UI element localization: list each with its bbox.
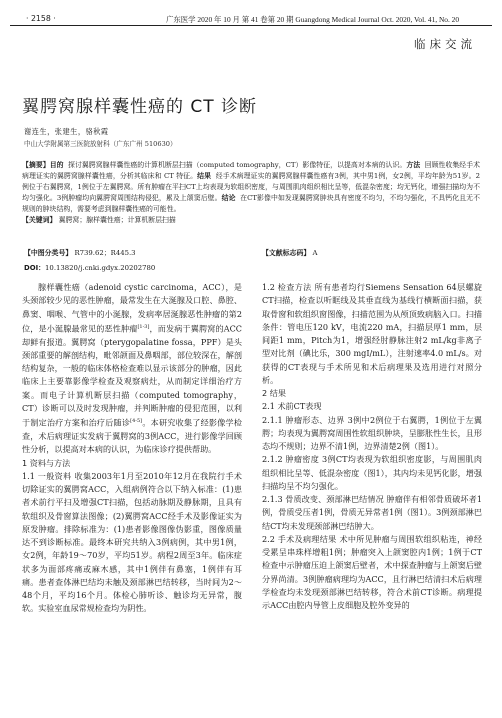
result-text: 经手术病理证实的翼腭窝腺样囊性癌有3例，其中男1例，女2例，平均年龄为51岁。2例位于右翼腭窝，1例位于左翼腭窝。所有肿瘤在平扫CT上均表现为软组织密度，与周围肌肉组织相比呈等，低混杂密度；均无钙化，增强扫描均为不均匀强化。3例肿瘤均向翼腭窝周围结构侵犯，累及上颌窦后壁。 xyxy=(22,172,480,203)
doi-label: DOI： xyxy=(24,264,46,272)
abstract xyxy=(22,160,480,227)
keywords-text: 翼腭窝；腺样囊性癌；计算机断层扫描 xyxy=(58,216,176,225)
objective-text: 探讨翼腭窝腺样囊性癌的计算机断层扫描（computed tomography，CT）影像特征，以提高对本病的认识。 xyxy=(68,161,407,169)
citation-2: [4-5] xyxy=(130,418,143,425)
header-rule xyxy=(10,25,492,26)
intro-paragraph xyxy=(22,281,242,457)
section-2-1-3: 2.1.3 骨质改变、颈部淋巴结情况 肿瘤伴有相邻骨质破坏者1例，骨质受压者1例，骨质无异常者1例（图1）。3例颈部淋巴结CT均未发现颈部淋巴结肿大。 xyxy=(262,494,482,531)
article-title: 翼腭窝腺样囊性癌的 CT 诊断 xyxy=(22,97,258,117)
section-1-title: 1 资料与方法 xyxy=(22,457,71,468)
authors: 谢连生，张建生，骆秋霞 xyxy=(24,127,109,136)
column-tag: 临床交流 xyxy=(414,37,476,51)
section-2-title: 2 结果 xyxy=(262,388,286,398)
citation: [1-3] xyxy=(137,323,150,330)
doc-code-label: 【文献标志码】 xyxy=(262,249,311,257)
intro-text-3: 。本研究收集了经影像学检查，术后病理证实发病于翼腭窝的3例ACC，进行影像学回顾性分析，以提高对本病的认识，为临床诊疗提供帮助。 xyxy=(22,417,242,455)
keywords-label: 【关键词】 xyxy=(22,216,57,225)
section-2-1-2: 2.1.2 肿瘤密度 3例CT均表现为软组织密度影，与周围肌肉组织相比呈等、低混杂密度（图1），其内均未见钙化影，增强扫描均呈不均匀强化。 xyxy=(262,454,482,491)
affiliation: 中山大学附属第三医院放射科（广东广州 510630） xyxy=(24,140,177,148)
clc-label: 【中图分类号】 xyxy=(24,249,73,257)
page-number: · 2158 · xyxy=(26,14,56,23)
doi-line xyxy=(24,262,155,272)
doc-code-text: A xyxy=(312,249,318,257)
right-column xyxy=(262,281,482,612)
left-column xyxy=(22,281,242,616)
abstract-label: 【摘要】 xyxy=(22,161,50,169)
method-text: 回顾性收集经手术病理证实的翼腭窝腺样囊性癌，分析其临床和 CT 特征。 xyxy=(22,161,481,181)
section-2-1-1: 2.1.1 肿瘤形态、边界 3例中2例位于右翼腭，1例位于左翼腭；均表现为翼腭窝周围性软组织肿块，呈膨胀性生长，且形态均不规则；边界不清1例，边界清楚2例（图1）。 xyxy=(262,414,482,451)
conclusion-text: 在CT影像中如发现翼腭窝肿块具有密度不均匀，不均匀强化，不具钙化且无不规则的肿块结构，需要考虑到腺样囊性癌的可能性。 xyxy=(22,194,480,214)
section-2-2: 2.2 手术及病理结果 术中所见肿瘤与周围软组织粘连，神经受累呈串珠样增粗1例；肿瘤突入上颌窦腔内1例；1例于CT检查中示肿瘤压迫上颌窦后壁者，术中探查肿瘤与上颌窦后壁分界尚清。3例肿瘤病理均为ACC，且行淋巴结清扫术后病理学检查均未发现颈部淋巴结转移，符合术前CT诊断。病理提示ACC由腔内导管上皮细胞及腔外变异的 xyxy=(262,533,482,610)
section-1-2: 1.2 检查方法 所有患者均行Siemens Sensation 64层螺旋CT扫描，检查以听眶线及其垂直线为基线行横断面扫描，获取骨窗和软组织窗图像，扫描范围为从颅顶致病脑入口。扫描条件：管电压120 kV，电流220 mA，扫描层厚1 mm，层间距1 mm，Pitch为1，增强经肘静脉注射2 mL/kg非离子型对比剂（碘比乐，300 mgI/mL），注射速率4.0 mL/s。对获得的CT表现与手术所见和术后病理果及选用进行对照分析。 xyxy=(262,282,482,385)
section-1-1: 1.1 一般资料 收集2003年1月至2010年12月在我院行手术切除证实的翼腭窝ACC，入组病例符合以下纳入标准：(1)患者术前行平扫及增强CT扫描，包括动脉期及静脉期，且具有软组织及骨窗算法图像；(2)翼腭窝ACC经手术及影像证实为原发肿瘤。排除标准为：(1)患者影像图像伪影重，图像质量达不到诊断标准。最终本研究共纳入3例病例，其中男1例，女2例，年龄19～70岁，平均51岁。病程2周至3年。临床症状多为面部疼痛或麻木感，其中1例伴有鼻塞，1例伴有耳痛。患者查体淋巴结均未触及颈部淋巴结转移，当时间为2～48个月，平均16个月。体检心肺听诊、触诊均无异常，腹软。实验室血尿常规检查均为阴性。 xyxy=(22,470,242,614)
method-label: 方法 xyxy=(406,161,421,169)
running-header xyxy=(12,10,490,26)
objective-label: 目的 xyxy=(49,161,64,169)
doi-text: 10.13820/j.cnki.gdyx.20202780 xyxy=(45,264,156,272)
intro-text-2: ，而发病于翼腭窝的ACC却鲜有报道。翼腭窝（pterygopalatine fossa，PPF）是头颈部重要的解剖结构，毗邻颌面及鼻咽部，部位较深在，解剖结构复杂，一般的临床体格检查难以显示该部分的肿瘤，因此临床上主要靠影像学检查及观察病灶，从而制定详细治疗方案。而电子计算机断层扫描（computed tomography，CT）诊断可以及时发现肿瘤，并判断肿瘤的侵犯范围，以利于制定治疗方案和治疗后随诊 xyxy=(22,323,242,428)
result-label: 结果 xyxy=(197,172,212,181)
classification-line xyxy=(24,247,318,257)
clc-text: R739.62；R445.3 xyxy=(74,249,136,257)
conclusion-label: 结论 xyxy=(221,194,236,203)
section-2-1-title: 2.1 术前CT表现 xyxy=(262,401,322,412)
journal-info: 广东医学 2020 年 10 月 第 41 卷第 20 期 Guangdong Medical Journal Oct. 2020, Vol. 41, No. 20 xyxy=(166,15,460,24)
intro-text: 腺样囊性癌（adenoid cystic carcinoma，ACC），是头颈部较少见的恶性肿瘤，最常发生在大涎腺及口腔、鼻腔、鼻窦、咽喉、气管中的小涎腺，发病率居涎腺恶性肿瘤的第2位，是小涎腺最常见的恶性肿瘤 xyxy=(22,282,242,334)
